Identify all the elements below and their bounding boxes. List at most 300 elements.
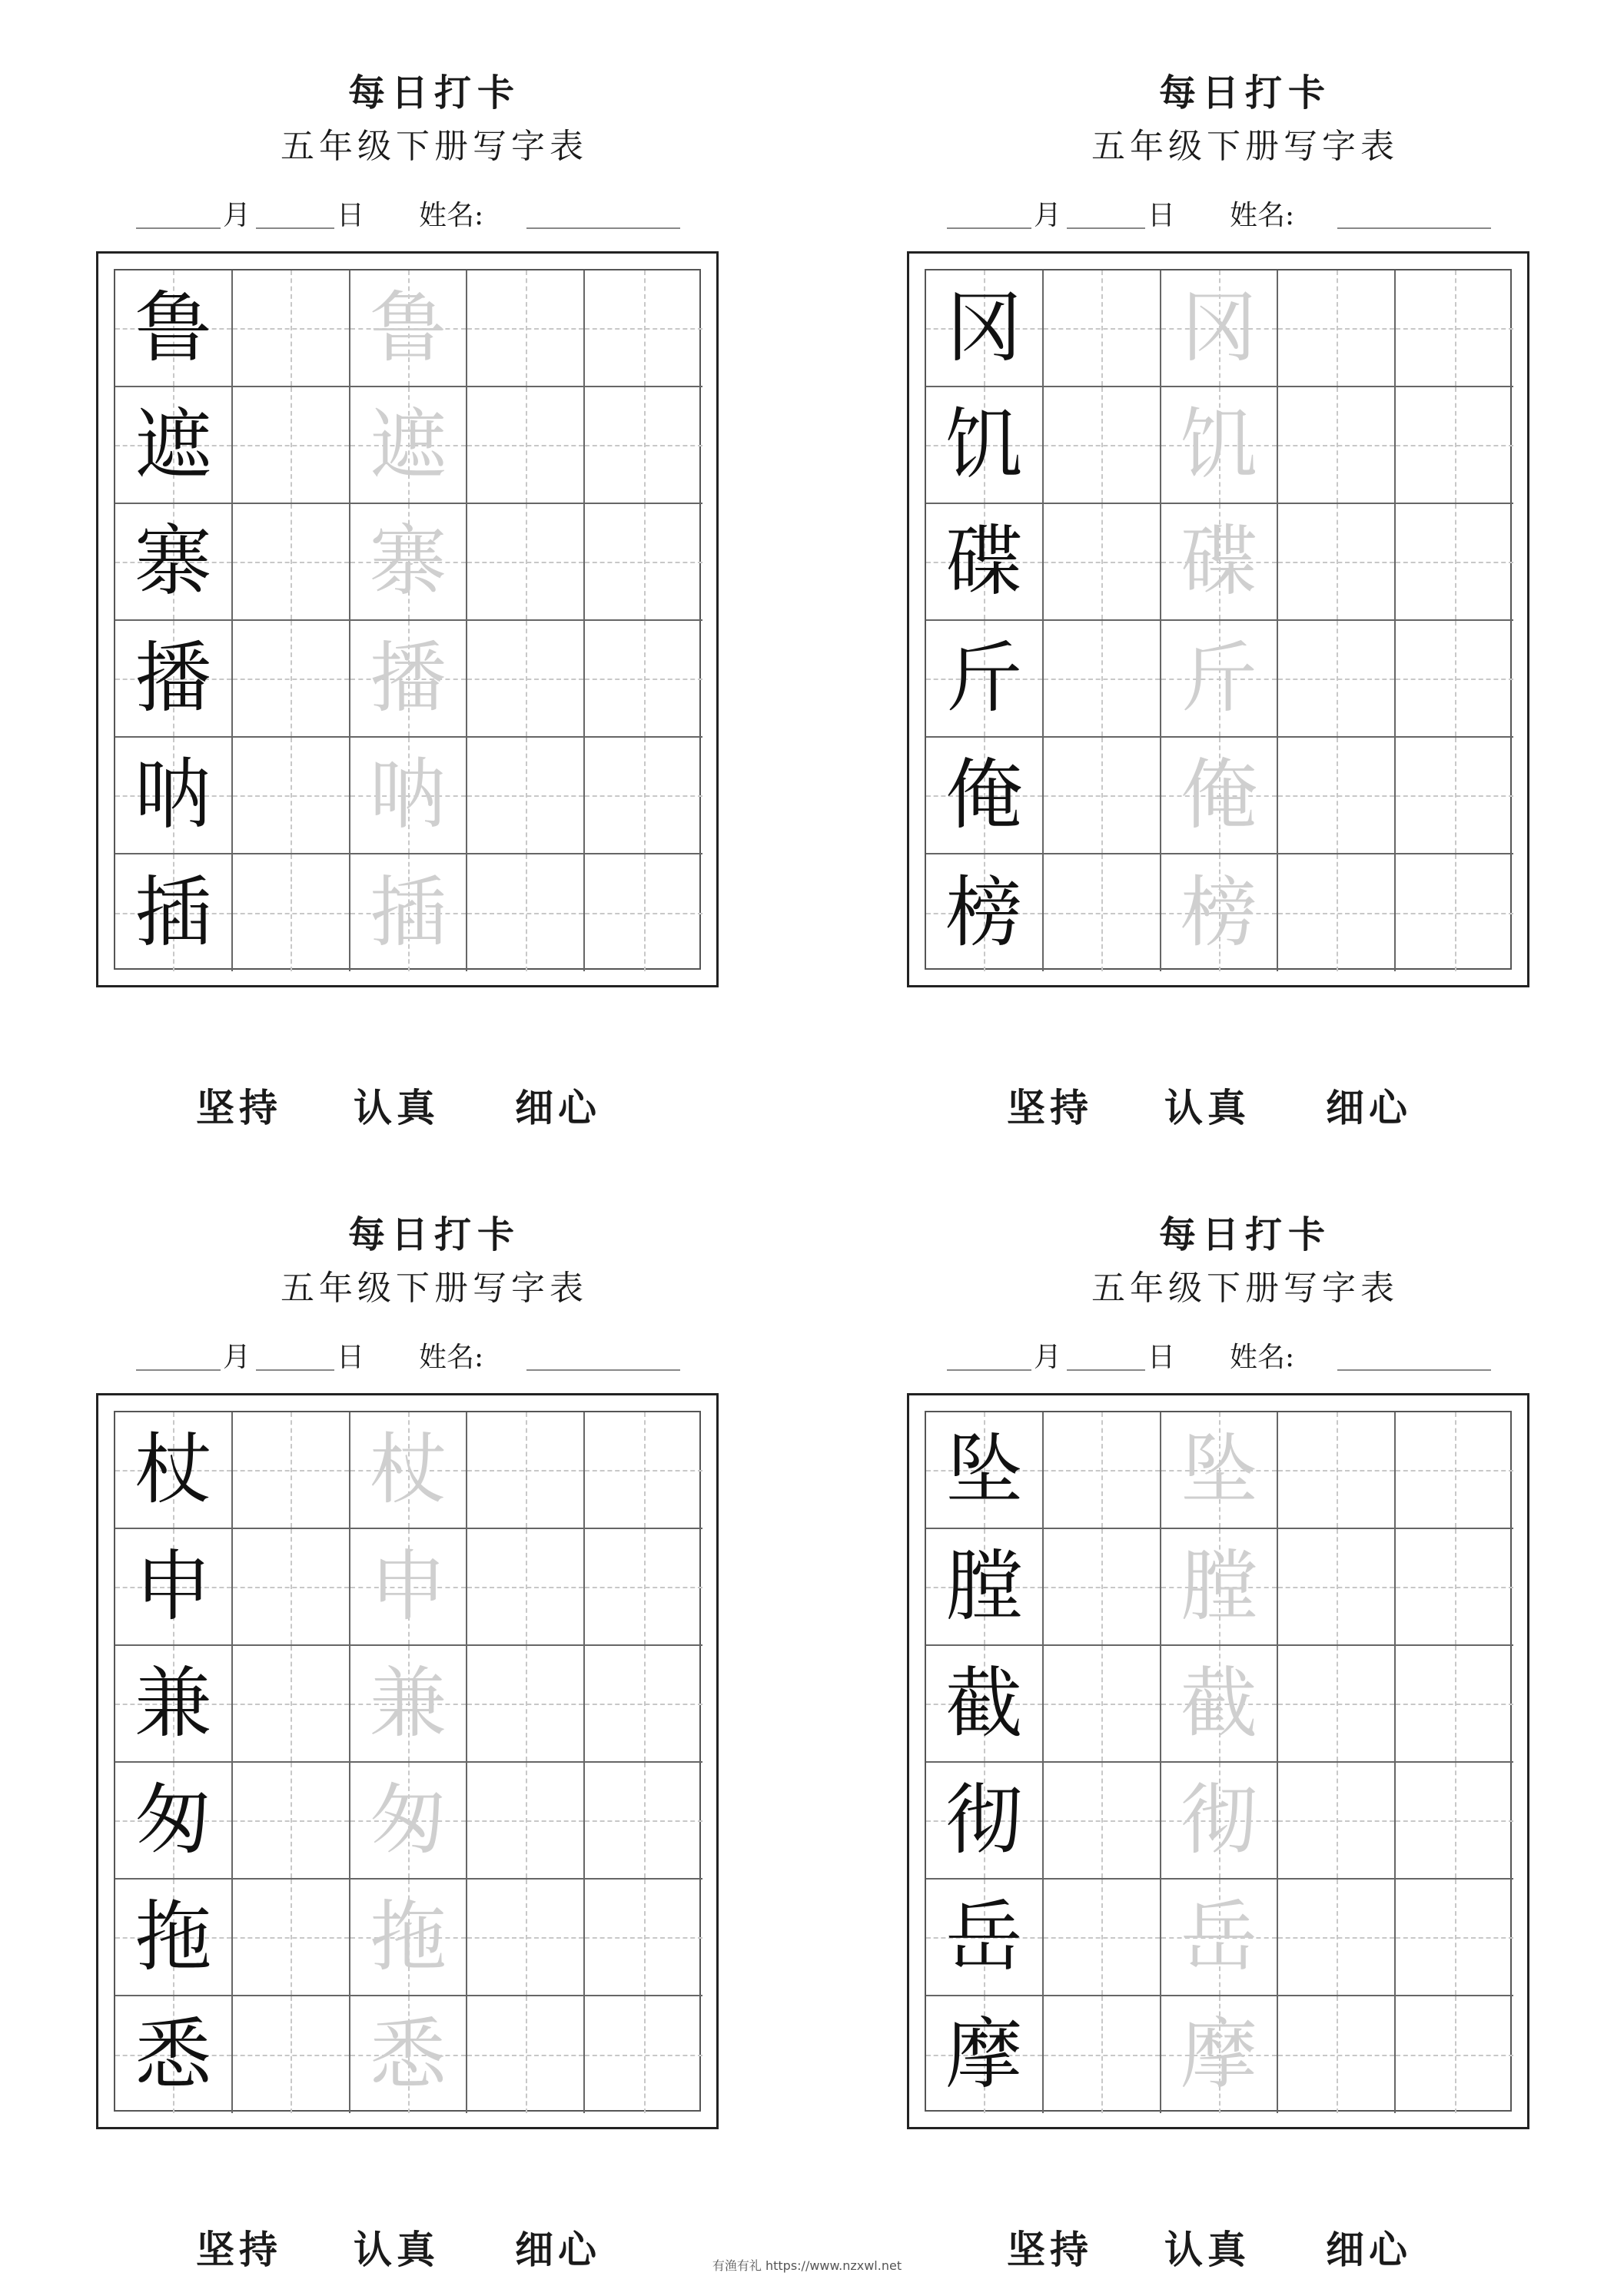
- sheet-title: 每日打卡: [1158, 1213, 1331, 1256]
- date-name-line: [907, 194, 1583, 232]
- model-cell: [115, 1646, 233, 1763]
- writing-cell[interactable]: [467, 1412, 585, 1529]
- guide-line-horizontal: [585, 2055, 702, 2056]
- day-field[interactable]: [1067, 1369, 1145, 1371]
- writing-cell[interactable]: [233, 1646, 350, 1763]
- writing-cell[interactable]: [585, 1880, 702, 1996]
- day-label: 日: [337, 1342, 365, 1373]
- trace-character: 榜: [1180, 868, 1257, 957]
- trace-character: 坠: [1180, 1425, 1257, 1515]
- guide-line-horizontal: [233, 562, 349, 563]
- writing-cell[interactable]: [585, 387, 702, 504]
- trace-cell[interactable]: [350, 621, 468, 738]
- name-label: 姓名:: [419, 200, 484, 231]
- sheet-subtitle: 五年级下册写字表: [1091, 127, 1399, 166]
- trace-character: 杖: [369, 1425, 447, 1515]
- writing-cell[interactable]: [585, 270, 702, 387]
- writing-cell[interactable]: [233, 1996, 350, 2113]
- writing-cell[interactable]: [1396, 1763, 1513, 1880]
- name-field[interactable]: [1337, 1369, 1491, 1371]
- model-character: 坠: [945, 1425, 1023, 1515]
- model-cell: [115, 738, 233, 854]
- writing-cell[interactable]: [233, 387, 350, 504]
- sheet-subtitle: 五年级下册写字表: [1091, 1269, 1399, 1308]
- writing-cell[interactable]: [585, 738, 702, 854]
- month-label: 月: [1034, 1342, 1062, 1373]
- writing-cell[interactable]: [1044, 738, 1161, 854]
- guide-line-horizontal: [1278, 328, 1394, 330]
- writing-cell[interactable]: [1044, 1646, 1161, 1763]
- motto-word: 认真: [1164, 2227, 1250, 2272]
- trace-cell[interactable]: [1161, 1529, 1279, 1646]
- guide-line-horizontal: [585, 562, 702, 563]
- writing-cell[interactable]: [1278, 1529, 1396, 1646]
- writing-cell[interactable]: [1396, 738, 1513, 854]
- guide-line-horizontal: [1278, 1937, 1394, 1939]
- date-name-line: [96, 1335, 772, 1374]
- model-character: 饥: [945, 400, 1023, 489]
- model-cell: [926, 1763, 1044, 1880]
- guide-line-horizontal: [467, 562, 583, 563]
- trace-cell[interactable]: [1161, 1996, 1279, 2113]
- trace-cell[interactable]: [350, 387, 468, 504]
- sheet-title: 每日打卡: [1158, 71, 1331, 114]
- writing-cell[interactable]: [467, 738, 585, 854]
- worksheet-4: [907, 1205, 1583, 2296]
- writing-cell[interactable]: [585, 504, 702, 621]
- guide-line-horizontal: [1278, 1820, 1394, 1822]
- guide-line-horizontal: [1278, 913, 1394, 914]
- motto-word: 认真: [1164, 1085, 1250, 1130]
- writing-cell[interactable]: [1044, 270, 1161, 387]
- practice-frame: [907, 251, 1529, 987]
- model-cell: [115, 621, 233, 738]
- motto-word: 认真: [354, 1085, 440, 1130]
- guide-line-horizontal: [585, 1587, 702, 1588]
- guide-line-horizontal: [1278, 1470, 1394, 1471]
- model-character: 俺: [945, 750, 1023, 840]
- worksheet-3: [96, 1205, 772, 2296]
- model-character: 寨: [134, 516, 212, 606]
- trace-character: 膛: [1180, 1541, 1257, 1631]
- model-character: 榜: [945, 868, 1023, 957]
- trace-cell[interactable]: [350, 1880, 468, 1996]
- guide-line-horizontal: [585, 679, 702, 680]
- model-character: 插: [134, 868, 212, 957]
- writing-cell[interactable]: [1396, 270, 1513, 387]
- model-character: 彻: [945, 1775, 1023, 1865]
- sheet-subtitle: 五年级下册写字表: [281, 1269, 588, 1308]
- guide-line-horizontal: [1278, 795, 1394, 797]
- guide-line-horizontal: [1044, 679, 1160, 680]
- motto-word: 细心: [1326, 2227, 1412, 2272]
- writing-cell[interactable]: [585, 1646, 702, 1763]
- model-cell: [926, 738, 1044, 854]
- model-character: 摩: [945, 2009, 1023, 2099]
- name-label: 姓名:: [1230, 200, 1295, 231]
- model-cell: [926, 621, 1044, 738]
- writing-cell[interactable]: [1396, 621, 1513, 738]
- guide-line-horizontal: [1044, 913, 1160, 914]
- guide-line-horizontal: [1396, 2055, 1513, 2056]
- trace-character: 插: [369, 868, 447, 957]
- writing-cell[interactable]: [233, 270, 350, 387]
- sheet-title: 每日打卡: [347, 71, 520, 114]
- date-name-line: [96, 194, 772, 232]
- writing-cell[interactable]: [233, 504, 350, 621]
- motto-word: 坚持: [196, 2227, 282, 2272]
- motto-word: 坚持: [1007, 2227, 1093, 2272]
- trace-cell[interactable]: [1161, 854, 1279, 971]
- trace-cell[interactable]: [1161, 270, 1279, 387]
- trace-cell[interactable]: [350, 1996, 468, 2113]
- guide-line-horizontal: [467, 679, 583, 680]
- model-cell: [926, 270, 1044, 387]
- guide-line-horizontal: [585, 913, 702, 914]
- guide-line-horizontal: [1396, 913, 1513, 914]
- writing-cell[interactable]: [585, 621, 702, 738]
- writing-cell[interactable]: [467, 270, 585, 387]
- model-character: 斤: [945, 633, 1023, 723]
- writing-cell[interactable]: [467, 854, 585, 971]
- writing-cell[interactable]: [585, 1763, 702, 1880]
- day-label: 日: [337, 200, 365, 231]
- model-cell: [115, 387, 233, 504]
- trace-character: 俺: [1180, 750, 1257, 840]
- trace-character: 截: [1180, 1658, 1257, 1748]
- motto-word: 坚持: [1007, 1085, 1093, 1130]
- guide-line-horizontal: [467, 1937, 583, 1939]
- model-cell: [115, 1996, 233, 2113]
- month-field[interactable]: [947, 1369, 1031, 1371]
- footer-watermark: 有渔有礼 https://www.nzxwl.net: [712, 2258, 902, 2273]
- guide-line-horizontal: [1396, 445, 1513, 446]
- guide-line-horizontal: [467, 795, 583, 797]
- writing-cell[interactable]: [233, 621, 350, 738]
- model-character: 遮: [134, 400, 212, 489]
- writing-cell[interactable]: [233, 1880, 350, 1996]
- writing-cell[interactable]: [1396, 1529, 1513, 1646]
- guide-line-horizontal: [1396, 679, 1513, 680]
- model-cell: [115, 1763, 233, 1880]
- trace-cell[interactable]: [350, 854, 468, 971]
- sheet-title: 每日打卡: [347, 1213, 520, 1256]
- model-cell: [926, 854, 1044, 971]
- guide-line-horizontal: [233, 2055, 349, 2056]
- trace-character: 摩: [1180, 2009, 1257, 2099]
- model-character: 悉: [134, 2009, 212, 2099]
- trace-character: 遮: [369, 400, 447, 489]
- writing-cell[interactable]: [467, 1763, 585, 1880]
- guide-line-horizontal: [1044, 2055, 1160, 2056]
- writing-cell[interactable]: [1044, 1996, 1161, 2113]
- guide-line-horizontal: [585, 1704, 702, 1705]
- guide-line-horizontal: [1278, 2055, 1394, 2056]
- practice-frame: [96, 251, 719, 987]
- day-label: 日: [1147, 200, 1176, 231]
- trace-character: 呐: [369, 750, 447, 840]
- trace-cell[interactable]: [1161, 387, 1279, 504]
- name-label: 姓名:: [1230, 1342, 1295, 1373]
- guide-line-horizontal: [1278, 1704, 1394, 1705]
- writing-cell[interactable]: [1044, 1763, 1161, 1880]
- writing-cell[interactable]: [467, 504, 585, 621]
- trace-cell[interactable]: [1161, 621, 1279, 738]
- day-field[interactable]: [256, 1369, 334, 1371]
- writing-cell[interactable]: [1044, 504, 1161, 621]
- worksheet-2: [907, 63, 1583, 1154]
- guide-line-horizontal: [467, 328, 583, 330]
- trace-character: 岳: [1180, 1892, 1257, 1982]
- model-character: 匆: [134, 1775, 212, 1865]
- writing-cell[interactable]: [585, 1529, 702, 1646]
- month-field[interactable]: [136, 1369, 221, 1371]
- writing-cell[interactable]: [233, 1763, 350, 1880]
- guide-line-horizontal: [585, 1937, 702, 1939]
- writing-cell[interactable]: [233, 1412, 350, 1529]
- guide-line-horizontal: [585, 328, 702, 330]
- writing-cell[interactable]: [1278, 621, 1396, 738]
- trace-character: 悉: [369, 2009, 447, 2099]
- model-cell: [926, 1996, 1044, 2113]
- day-label: 日: [1147, 1342, 1176, 1373]
- guide-line-horizontal: [233, 679, 349, 680]
- writing-cell[interactable]: [1278, 504, 1396, 621]
- date-name-line: [907, 1335, 1583, 1374]
- trace-cell[interactable]: [1161, 1646, 1279, 1763]
- guide-line-horizontal: [1044, 1704, 1160, 1705]
- guide-line-horizontal: [233, 1937, 349, 1939]
- guide-line-horizontal: [467, 913, 583, 914]
- guide-line-horizontal: [233, 1587, 349, 1588]
- practice-frame: [907, 1393, 1529, 2129]
- trace-cell[interactable]: [1161, 504, 1279, 621]
- guide-line-horizontal: [233, 795, 349, 797]
- model-character: 碟: [945, 516, 1023, 606]
- trace-cell[interactable]: [1161, 1763, 1279, 1880]
- writing-cell[interactable]: [585, 1996, 702, 2113]
- model-cell: [115, 854, 233, 971]
- writing-cell[interactable]: [1278, 738, 1396, 854]
- guide-line-horizontal: [233, 1704, 349, 1705]
- month-label: 月: [1034, 200, 1062, 231]
- writing-cell[interactable]: [1396, 854, 1513, 971]
- writing-cell[interactable]: [1044, 854, 1161, 971]
- trace-character: 申: [369, 1541, 447, 1631]
- guide-line-horizontal: [1396, 328, 1513, 330]
- model-cell: [115, 270, 233, 387]
- writing-cell[interactable]: [1396, 504, 1513, 621]
- guide-line-horizontal: [1278, 562, 1394, 563]
- writing-cell[interactable]: [467, 387, 585, 504]
- writing-cell[interactable]: [1044, 387, 1161, 504]
- guide-line-horizontal: [585, 795, 702, 797]
- writing-cell[interactable]: [1278, 387, 1396, 504]
- writing-cell[interactable]: [1278, 1763, 1396, 1880]
- writing-cell[interactable]: [233, 854, 350, 971]
- model-cell: [115, 504, 233, 621]
- trace-cell[interactable]: [350, 1763, 468, 1880]
- month-label: 月: [223, 200, 251, 231]
- trace-cell[interactable]: [350, 1529, 468, 1646]
- guide-line-horizontal: [1396, 1937, 1513, 1939]
- model-character: 杖: [134, 1425, 212, 1515]
- month-field[interactable]: [947, 227, 1031, 229]
- trace-cell[interactable]: [350, 738, 468, 854]
- guide-line-horizontal: [1044, 1820, 1160, 1822]
- writing-cell[interactable]: [467, 1996, 585, 2113]
- writing-cell[interactable]: [1278, 270, 1396, 387]
- name-label: 姓名:: [419, 1342, 484, 1373]
- model-character: 播: [134, 633, 212, 723]
- writing-cell[interactable]: [1044, 1412, 1161, 1529]
- guide-line-horizontal: [233, 445, 349, 446]
- model-cell: [115, 1412, 233, 1529]
- writing-cell[interactable]: [585, 1412, 702, 1529]
- model-cell: [115, 1529, 233, 1646]
- writing-cell[interactable]: [1278, 1412, 1396, 1529]
- guide-line-horizontal: [1044, 795, 1160, 797]
- model-character: 兼: [134, 1658, 212, 1748]
- model-character: 截: [945, 1658, 1023, 1748]
- guide-line-horizontal: [1044, 562, 1160, 563]
- guide-line-horizontal: [233, 328, 349, 330]
- motto-word: 细心: [515, 1085, 601, 1130]
- model-character: 岳: [945, 1892, 1023, 1982]
- writing-cell[interactable]: [1396, 1880, 1513, 1996]
- name-field[interactable]: [1337, 227, 1491, 229]
- guide-line-horizontal: [233, 1470, 349, 1471]
- practice-frame: [96, 1393, 719, 2129]
- trace-character: 饥: [1180, 400, 1257, 489]
- model-character: 拖: [134, 1892, 212, 1982]
- tian-grid: [925, 1411, 1512, 2112]
- motto-word: 细心: [515, 2227, 601, 2272]
- trace-character: 冈: [1180, 283, 1257, 373]
- trace-character: 兼: [369, 1658, 447, 1748]
- month-field[interactable]: [136, 227, 221, 229]
- guide-line-horizontal: [1044, 1937, 1160, 1939]
- name-field[interactable]: [526, 227, 680, 229]
- model-cell: [926, 1880, 1044, 1996]
- model-cell: [926, 387, 1044, 504]
- guide-line-horizontal: [1396, 795, 1513, 797]
- guide-line-horizontal: [585, 1470, 702, 1471]
- motto-word: 认真: [354, 2227, 440, 2272]
- guide-line-horizontal: [1278, 445, 1394, 446]
- guide-line-horizontal: [585, 1820, 702, 1822]
- guide-line-horizontal: [467, 2055, 583, 2056]
- writing-cell[interactable]: [1278, 1996, 1396, 2113]
- day-field[interactable]: [1067, 227, 1145, 229]
- writing-cell[interactable]: [467, 1646, 585, 1763]
- guide-line-horizontal: [1396, 1820, 1513, 1822]
- guide-line-horizontal: [1278, 1587, 1394, 1588]
- trace-cell[interactable]: [1161, 738, 1279, 854]
- trace-character: 鲁: [369, 283, 447, 373]
- trace-character: 碟: [1180, 516, 1257, 606]
- model-character: 鲁: [134, 283, 212, 373]
- guide-line-horizontal: [1044, 328, 1160, 330]
- trace-cell[interactable]: [350, 504, 468, 621]
- model-cell: [926, 1646, 1044, 1763]
- writing-cell[interactable]: [467, 621, 585, 738]
- guide-line-horizontal: [1396, 1704, 1513, 1705]
- writing-cell[interactable]: [1278, 1646, 1396, 1763]
- model-cell: [926, 504, 1044, 621]
- day-field[interactable]: [256, 227, 334, 229]
- trace-character: 拖: [369, 1892, 447, 1982]
- writing-cell[interactable]: [467, 1880, 585, 1996]
- writing-cell[interactable]: [1044, 621, 1161, 738]
- guide-line-horizontal: [467, 445, 583, 446]
- guide-line-horizontal: [1396, 562, 1513, 563]
- guide-line-horizontal: [1396, 1470, 1513, 1471]
- writing-cell[interactable]: [1278, 1880, 1396, 1996]
- trace-cell[interactable]: [1161, 1412, 1279, 1529]
- writing-cell[interactable]: [233, 738, 350, 854]
- tian-grid: [114, 1411, 701, 2112]
- writing-cell[interactable]: [1396, 387, 1513, 504]
- guide-line-horizontal: [585, 445, 702, 446]
- writing-cell[interactable]: [1044, 1529, 1161, 1646]
- trace-character: 播: [369, 633, 447, 723]
- writing-cell[interactable]: [1044, 1880, 1161, 1996]
- guide-line-horizontal: [1396, 1587, 1513, 1588]
- trace-cell[interactable]: [350, 1646, 468, 1763]
- writing-cell[interactable]: [1396, 1412, 1513, 1529]
- trace-cell[interactable]: [1161, 1880, 1279, 1996]
- trace-character: 彻: [1180, 1775, 1257, 1865]
- guide-line-horizontal: [1044, 1470, 1160, 1471]
- motto-word: 细心: [1326, 1085, 1412, 1130]
- tian-grid: [114, 269, 701, 970]
- writing-cell[interactable]: [467, 1529, 585, 1646]
- month-label: 月: [223, 1342, 251, 1373]
- guide-line-horizontal: [233, 1820, 349, 1822]
- guide-line-horizontal: [467, 1587, 583, 1588]
- trace-character: 匆: [369, 1775, 447, 1865]
- writing-cell[interactable]: [585, 854, 702, 971]
- model-cell: [926, 1529, 1044, 1646]
- guide-line-horizontal: [233, 913, 349, 914]
- model-character: 冈: [945, 283, 1023, 373]
- writing-cell[interactable]: [1396, 1996, 1513, 2113]
- writing-cell[interactable]: [1278, 854, 1396, 971]
- writing-cell[interactable]: [233, 1529, 350, 1646]
- model-character: 呐: [134, 750, 212, 840]
- trace-character: 斤: [1180, 633, 1257, 723]
- guide-line-horizontal: [1044, 1587, 1160, 1588]
- trace-cell[interactable]: [350, 1412, 468, 1529]
- trace-cell[interactable]: [350, 270, 468, 387]
- guide-line-horizontal: [1278, 679, 1394, 680]
- writing-cell[interactable]: [1396, 1646, 1513, 1763]
- model-cell: [926, 1412, 1044, 1529]
- guide-line-horizontal: [1044, 445, 1160, 446]
- guide-line-horizontal: [467, 1820, 583, 1822]
- tian-grid: [925, 269, 1512, 970]
- name-field[interactable]: [526, 1369, 680, 1371]
- worksheet-1: [96, 63, 772, 1154]
- trace-character: 寨: [369, 516, 447, 606]
- motto-word: 坚持: [196, 1085, 282, 1130]
- guide-line-horizontal: [467, 1704, 583, 1705]
- model-cell: [115, 1880, 233, 1996]
- guide-line-horizontal: [467, 1470, 583, 1471]
- model-character: 申: [134, 1541, 212, 1631]
- model-character: 膛: [945, 1541, 1023, 1631]
